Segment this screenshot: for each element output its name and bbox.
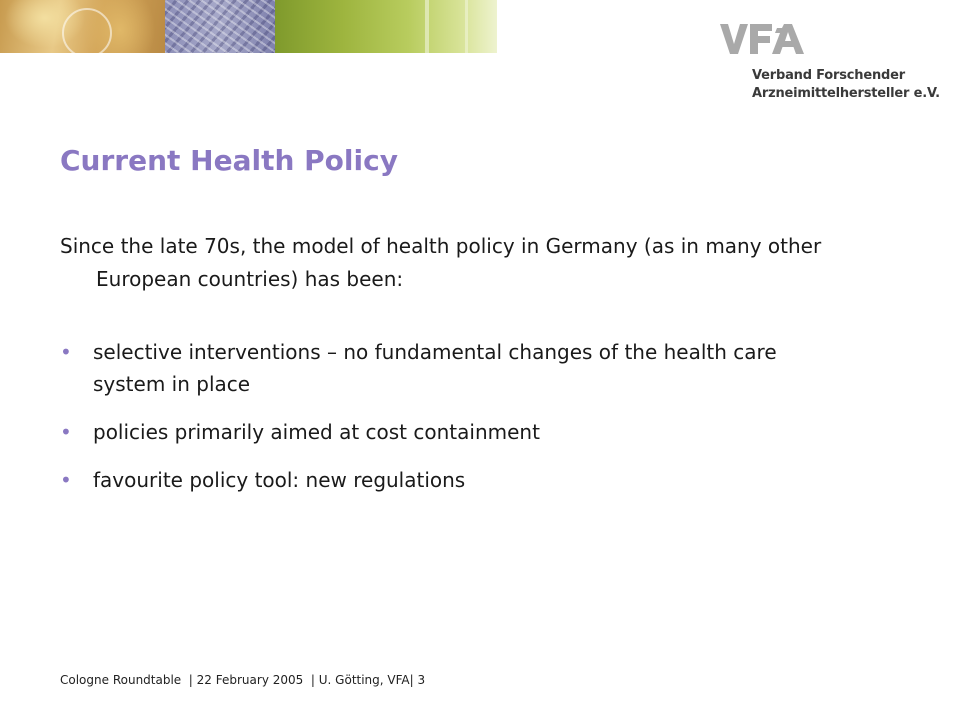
slide-footer: Cologne Roundtable | 22 February 2005 | U. Götting, VFA| 3	[60, 673, 426, 687]
bullet-dot-icon: •	[60, 340, 72, 364]
logo-line-2: Arzneimittelhersteller e.V.	[752, 86, 940, 101]
lab-scientist-photo	[0, 0, 165, 53]
intro-paragraph: Since the late 70s, the model of health policy in Germany (as in many other European countries) has been:	[60, 234, 822, 291]
vfa-logo-mark	[720, 24, 804, 54]
bullet-item-2	[60, 416, 820, 448]
bullet-text-1: selective interventions – no fundamental changes of the health care system in place	[93, 340, 777, 396]
bullet-list	[60, 336, 820, 512]
bullet-text-2: policies primarily aimed at cost containment	[93, 420, 540, 444]
bullet-item-1	[60, 336, 820, 400]
lab-glassware-photo	[275, 0, 497, 53]
header-photo-strip	[0, 0, 497, 53]
bullet-item-3	[60, 464, 820, 496]
cell-tissue-photo	[165, 0, 275, 53]
bullet-text-3: favourite policy tool: new regulations	[93, 468, 466, 492]
logo-line-1: Verband Forschender	[752, 68, 905, 83]
slide-title: Current Health Policy	[60, 144, 398, 177]
vfa-logo-text	[752, 67, 940, 103]
bullet-dot-icon: •	[60, 468, 72, 492]
bullet-dot-icon: •	[60, 420, 72, 444]
